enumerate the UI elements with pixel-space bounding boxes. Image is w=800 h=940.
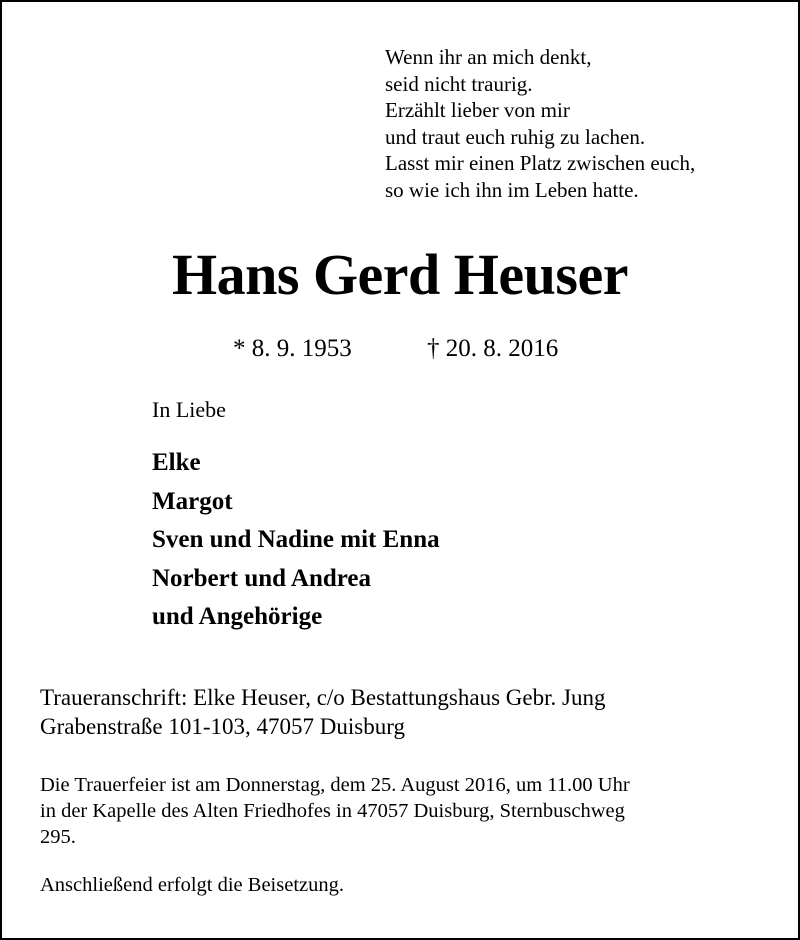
family-member: und Angehörige (152, 603, 323, 630)
funeral-line: in der Kapelle des Alten Friedhofes in 47057 Duisburg, Sternbuschweg (40, 800, 625, 822)
poem-line: und traut euch ruhig zu lachen. (385, 124, 646, 149)
family-list (152, 444, 440, 637)
poem-line: Erzählt lieber von mir (385, 98, 570, 122)
poem-line: Lasst mir einen Platz zwischen euch, (385, 151, 696, 175)
family-member: Elke (152, 449, 201, 476)
poem-line: seid nicht traurig. (385, 71, 533, 96)
funeral-line: Die Trauerfeier ist am Donnerstag, dem 25. August 2016, um 11.00 Uhr (40, 774, 630, 796)
family-member: Margot (152, 487, 233, 515)
burial-info: Anschließend erfolgt die Beisetzung. (40, 874, 344, 896)
poem (385, 44, 695, 203)
poem-line: so wie ich ihn im Leben hatte. (385, 177, 639, 202)
family-member: Norbert und Andrea (152, 564, 372, 592)
address-line: Traueranschrift: Elke Heuser, c/o Bestattungshaus Gebr. Jung (40, 685, 606, 710)
funeral-info (40, 772, 770, 850)
birth-date: * 8. 9. 1953 (233, 335, 352, 362)
family-member: Sven und Nadine mit Enna (152, 526, 440, 553)
address-line: Grabenstraße 101-103, 47057 Duisburg (40, 714, 405, 739)
in-love-label: In Liebe (152, 397, 226, 422)
deceased-name: Hans Gerd Heuser (172, 242, 628, 307)
poem-line: Wenn ihr an mich denkt, (385, 45, 592, 69)
mourning-address (40, 683, 605, 741)
funeral-line: 295. (40, 826, 76, 848)
death-date: † 20. 8. 2016 (427, 335, 559, 362)
